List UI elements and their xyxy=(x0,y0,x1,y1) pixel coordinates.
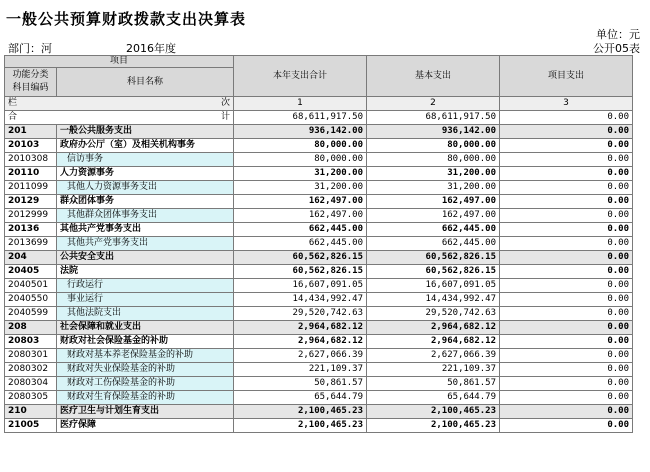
subject-name: 医疗卫生与计划生育支出 xyxy=(57,405,234,419)
table-row xyxy=(5,167,633,181)
table-row xyxy=(5,195,633,209)
basic-value: 60,562,826.15 xyxy=(367,251,500,265)
grand-total: 68,611,917.50 xyxy=(234,111,367,125)
table-row xyxy=(5,223,633,237)
basic-value: 936,142.00 xyxy=(367,125,500,139)
subject-code: 210 xyxy=(5,405,57,419)
project-value: 0.00 xyxy=(500,321,633,335)
basic-value: 65,644.79 xyxy=(367,391,500,405)
basic-header: 基本支出 xyxy=(367,56,500,97)
basic-value: 2,627,066.39 xyxy=(367,349,500,363)
subject-code: 20405 xyxy=(5,265,57,279)
subject-name: 一般公共服务支出 xyxy=(57,125,234,139)
basic-value: 2,100,465.23 xyxy=(367,405,500,419)
page-title: 一般公共预算财政拨款支出决算表 xyxy=(6,10,247,28)
project-value: 0.00 xyxy=(500,349,633,363)
total-value: 80,000.00 xyxy=(234,153,367,167)
subject-code: 2040501 xyxy=(5,279,57,293)
total-value: 936,142.00 xyxy=(234,125,367,139)
project-header: 项目 xyxy=(5,56,234,68)
project-value: 0.00 xyxy=(500,251,633,265)
total-value: 31,200.00 xyxy=(234,181,367,195)
project-value: 0.00 xyxy=(500,195,633,209)
index-col3: 3 xyxy=(500,97,633,111)
subject-code: 2012999 xyxy=(5,209,57,223)
project-value: 0.00 xyxy=(500,293,633,307)
basic-value: 2,100,465.23 xyxy=(367,419,500,433)
index-lan: 栏 xyxy=(5,97,57,111)
total-he: 合 xyxy=(5,111,57,125)
table-row xyxy=(5,377,633,391)
total-value: 16,607,091.05 xyxy=(234,279,367,293)
table-row xyxy=(5,153,633,167)
table-row xyxy=(5,265,633,279)
table-row xyxy=(5,419,633,433)
subject-code: 20129 xyxy=(5,195,57,209)
basic-value: 221,109.37 xyxy=(367,363,500,377)
project-exp-header: 项目支出 xyxy=(500,56,633,97)
subject-name: 信访事务 xyxy=(57,153,234,167)
total-value: 2,100,465.23 xyxy=(234,405,367,419)
subject-code: 2080302 xyxy=(5,363,57,377)
table-row xyxy=(5,237,633,251)
total-value: 2,627,066.39 xyxy=(234,349,367,363)
table-row xyxy=(5,139,633,153)
total-value: 662,445.00 xyxy=(234,223,367,237)
total-header: 本年支出合计 xyxy=(234,56,367,97)
subject-code: 2011099 xyxy=(5,181,57,195)
subject-code: 21005 xyxy=(5,419,57,433)
project-value: 0.00 xyxy=(500,279,633,293)
subject-name: 其他共产党事务支出 xyxy=(57,223,234,237)
table-row xyxy=(5,405,633,419)
table-row xyxy=(5,125,633,139)
subject-name: 群众团体事务 xyxy=(57,195,234,209)
subject-code: 2040550 xyxy=(5,293,57,307)
basic-value: 80,000.00 xyxy=(367,139,500,153)
total-value: 2,964,682.12 xyxy=(234,321,367,335)
basic-value: 2,964,682.12 xyxy=(367,321,500,335)
project-value: 0.00 xyxy=(500,377,633,391)
subject-name: 财政对基本养老保险基金的补助 xyxy=(57,349,234,363)
total-value: 2,964,682.12 xyxy=(234,335,367,349)
total-value: 14,434,992.47 xyxy=(234,293,367,307)
subject-name: 财政对失业保险基金的补助 xyxy=(57,363,234,377)
subject-code: 204 xyxy=(5,251,57,265)
subject-code: 20136 xyxy=(5,223,57,237)
subject-code: 20103 xyxy=(5,139,57,153)
total-value: 60,562,826.15 xyxy=(234,265,367,279)
subject-code: 2080304 xyxy=(5,377,57,391)
project-value: 0.00 xyxy=(500,139,633,153)
index-col2: 2 xyxy=(367,97,500,111)
table-row xyxy=(5,391,633,405)
subject-name: 人力资源事务 xyxy=(57,167,234,181)
subject-code: 20110 xyxy=(5,167,57,181)
subject-name: 医疗保障 xyxy=(57,419,234,433)
table-row xyxy=(5,181,633,195)
total-value: 662,445.00 xyxy=(234,237,367,251)
index-col1: 1 xyxy=(234,97,367,111)
basic-value: 162,497.00 xyxy=(367,195,500,209)
table-row xyxy=(5,293,633,307)
basic-value: 162,497.00 xyxy=(367,209,500,223)
subject-name: 其他法院支出 xyxy=(57,307,234,321)
project-value: 0.00 xyxy=(500,335,633,349)
subject-name: 财政对社会保险基金的补助 xyxy=(57,335,234,349)
total-ji: 计 xyxy=(57,111,234,125)
basic-value: 80,000.00 xyxy=(367,153,500,167)
subject-code: 20803 xyxy=(5,335,57,349)
unit-label: 单位：元 xyxy=(596,28,640,41)
total-value: 162,497.00 xyxy=(234,209,367,223)
project-value: 0.00 xyxy=(500,181,633,195)
project-value: 0.00 xyxy=(500,167,633,181)
table-row xyxy=(5,335,633,349)
subject-code: 2080301 xyxy=(5,349,57,363)
basic-value: 662,445.00 xyxy=(367,237,500,251)
subject-code: 2040599 xyxy=(5,307,57,321)
subject-name: 财政对工伤保险基金的补助 xyxy=(57,377,234,391)
total-value: 50,861.57 xyxy=(234,377,367,391)
table-row xyxy=(5,307,633,321)
basic-value: 16,607,091.05 xyxy=(367,279,500,293)
subject-name: 其他人力资源事务支出 xyxy=(57,181,234,195)
subject-code: 2080305 xyxy=(5,391,57,405)
subject-name: 其他群众团体事务支出 xyxy=(57,209,234,223)
subject-name: 社会保障和就业支出 xyxy=(57,321,234,335)
basic-value: 2,964,682.12 xyxy=(367,335,500,349)
total-value: 2,100,465.23 xyxy=(234,419,367,433)
basic-value: 60,562,826.15 xyxy=(367,265,500,279)
total-value: 80,000.00 xyxy=(234,139,367,153)
subject-code: 208 xyxy=(5,321,57,335)
subject-name: 法院 xyxy=(57,265,234,279)
year-label: 2016年度 xyxy=(126,42,176,55)
subject-name: 其他共产党事务支出 xyxy=(57,237,234,251)
table-row xyxy=(5,363,633,377)
total-value: 65,644.79 xyxy=(234,391,367,405)
table-row xyxy=(5,209,633,223)
name-header: 科目名称 xyxy=(57,68,234,97)
total-value: 162,497.00 xyxy=(234,195,367,209)
subject-name: 财政对生育保险基金的补助 xyxy=(57,391,234,405)
project-value: 0.00 xyxy=(500,237,633,251)
table-number: 公开05表 xyxy=(593,42,640,55)
project-value: 0.00 xyxy=(500,153,633,167)
grand-basic: 68,611,917.50 xyxy=(367,111,500,125)
subject-name: 公共安全支出 xyxy=(57,251,234,265)
total-value: 31,200.00 xyxy=(234,167,367,181)
subject-name: 政府办公厅（室）及相关机构事务 xyxy=(57,139,234,153)
code-header: 功能分类 科目编码 xyxy=(5,68,57,97)
project-value: 0.00 xyxy=(500,209,633,223)
table-row xyxy=(5,349,633,363)
table-row xyxy=(5,321,633,335)
department-label: 部门：河 xyxy=(8,42,52,55)
basic-value: 29,520,742.63 xyxy=(367,307,500,321)
subject-name: 事业运行 xyxy=(57,293,234,307)
basic-value: 31,200.00 xyxy=(367,167,500,181)
project-value: 0.00 xyxy=(500,223,633,237)
table-row xyxy=(5,251,633,265)
project-value: 0.00 xyxy=(500,307,633,321)
project-value: 0.00 xyxy=(500,125,633,139)
subject-name: 行政运行 xyxy=(57,279,234,293)
grand-project: 0.00 xyxy=(500,111,633,125)
project-value: 0.00 xyxy=(500,265,633,279)
basic-value: 662,445.00 xyxy=(367,223,500,237)
basic-value: 50,861.57 xyxy=(367,377,500,391)
table-row xyxy=(5,279,633,293)
expenditure-table xyxy=(4,55,633,433)
project-value: 0.00 xyxy=(500,405,633,419)
basic-value: 31,200.00 xyxy=(367,181,500,195)
total-value: 221,109.37 xyxy=(234,363,367,377)
total-value: 60,562,826.15 xyxy=(234,251,367,265)
subject-code: 201 xyxy=(5,125,57,139)
total-value: 29,520,742.63 xyxy=(234,307,367,321)
project-value: 0.00 xyxy=(500,419,633,433)
project-value: 0.00 xyxy=(500,363,633,377)
index-ci: 次 xyxy=(57,97,234,111)
project-value: 0.00 xyxy=(500,391,633,405)
basic-value: 14,434,992.47 xyxy=(367,293,500,307)
subject-code: 2013699 xyxy=(5,237,57,251)
subject-code: 2010308 xyxy=(5,153,57,167)
